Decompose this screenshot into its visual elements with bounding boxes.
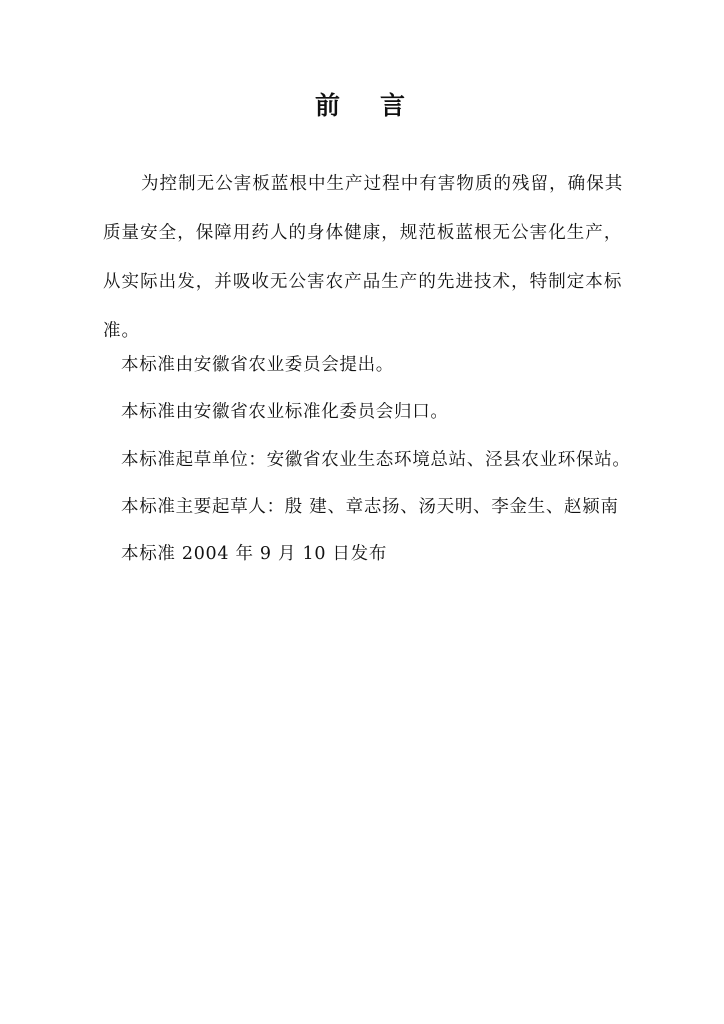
statement-drafting-units: 本标准起草单位：安徽省农业生态环境总站、泾县农业环保站。 [121,450,631,470]
intro-line-4: 准。 [103,321,141,341]
intro-paragraph [103,160,633,356]
statement-release-date: 本标准 2004 年 9 月 10 日发布 [121,544,388,564]
statement-centralized-unit: 本标准由安徽省农业标准化委员会归口。 [121,402,449,422]
intro-line-1: 为控制无公害板蓝根中生产过程中有害物质的残留，确保其 [141,174,624,194]
statement-drafters: 本标准主要起草人：殷 建、章志扬、汤天明、李金生、赵颍南 [121,497,619,517]
intro-line-2: 质量安全，保障用药人的身体健康，规范板蓝根无公害化生产， [103,223,623,243]
statement-proposer: 本标准由安徽省农业委员会提出。 [121,355,394,375]
intro-line-3: 从实际出发，并吸收无公害农产品生产的先进技术，特制定本标 [103,272,623,292]
title-char-2: 言 [380,91,410,120]
title-char-1: 前 [314,91,344,120]
page-title [0,86,724,122]
